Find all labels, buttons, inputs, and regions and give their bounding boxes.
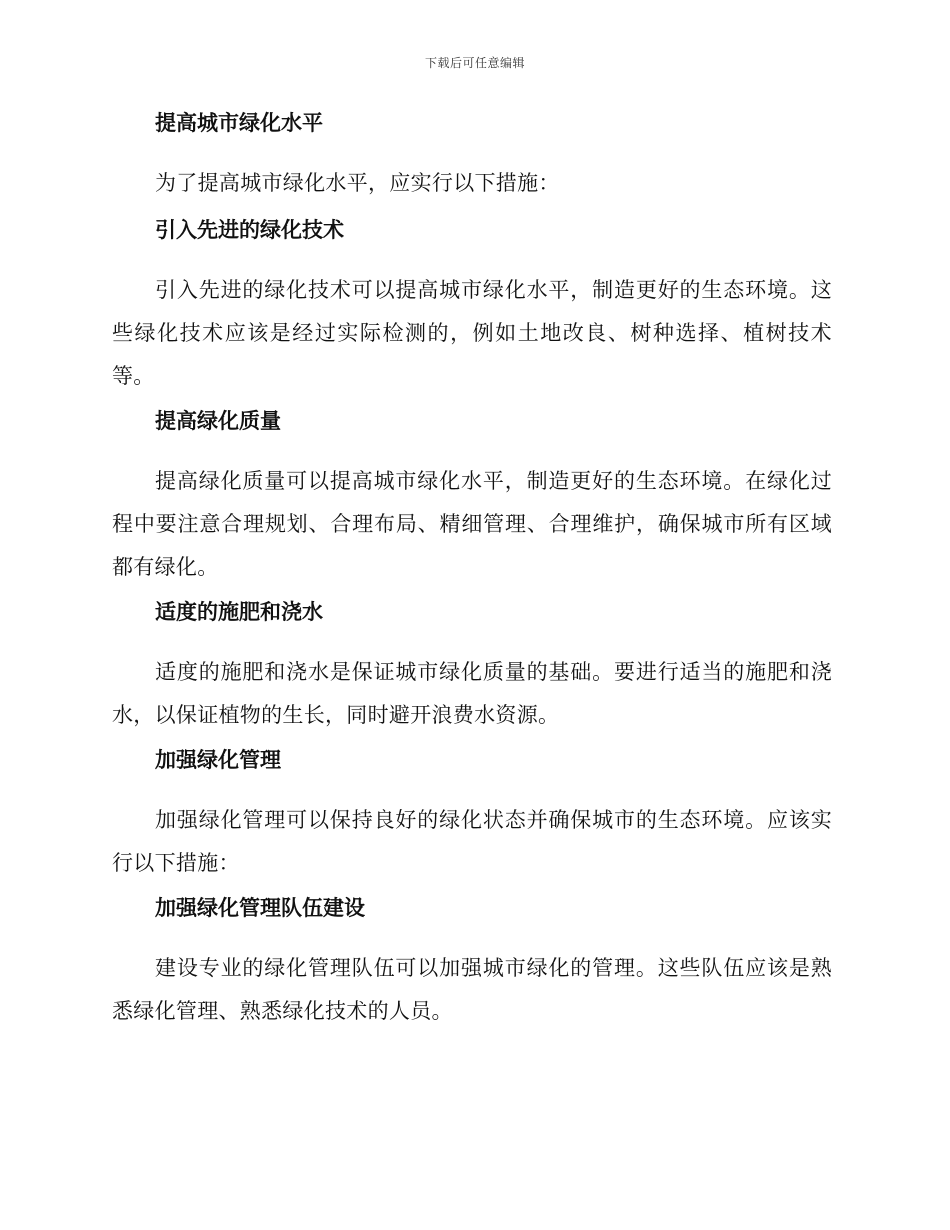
section-heading-1: 提高城市绿化水平 xyxy=(155,111,323,135)
section-heading-4: 适度的施肥和浇水 xyxy=(155,600,323,624)
section-heading-2: 引入先进的绿化技术 xyxy=(155,218,344,242)
section-body-1: 为了提高城市绿化水平，应实行以下措施： xyxy=(155,171,560,195)
section-heading-3: 提高绿化质量 xyxy=(155,409,281,433)
section-heading-6: 加强绿化管理队伍建设 xyxy=(155,896,365,920)
section-body-6: 建设专业的绿化管理队伍可以加强城市绿化的管理。这些队伍应该是熟悉绿化管理、熟悉绿化技术的人员。 xyxy=(112,956,832,1023)
section-body-2: 引入先进的绿化技术可以提高城市绿化水平，制造更好的生态环境。这些绿化技术应该是经过实际检测的，例如土地改良、树种选择、植树技术等。 xyxy=(112,278,832,388)
document-body xyxy=(112,108,832,1041)
section-body-5: 加强绿化管理可以保持良好的绿化状态并确保城市的生态环境。应该实行以下措施： xyxy=(112,808,832,875)
section-body-4: 适度的施肥和浇水是保证城市绿化质量的基础。要进行适当的施肥和浇水，以保证植物的生长，同时避开浪费水资源。 xyxy=(112,660,832,727)
section-heading-5: 加强绿化管理 xyxy=(155,748,281,772)
header-note: 下载后可任意编辑 xyxy=(424,56,525,70)
section-body-3: 提高绿化质量可以提高城市绿化水平，制造更好的生态环境。在绿化过程中要注意合理规划、合理布局、精细管理、合理维护，确保城市所有区域都有绿化。 xyxy=(112,469,832,579)
